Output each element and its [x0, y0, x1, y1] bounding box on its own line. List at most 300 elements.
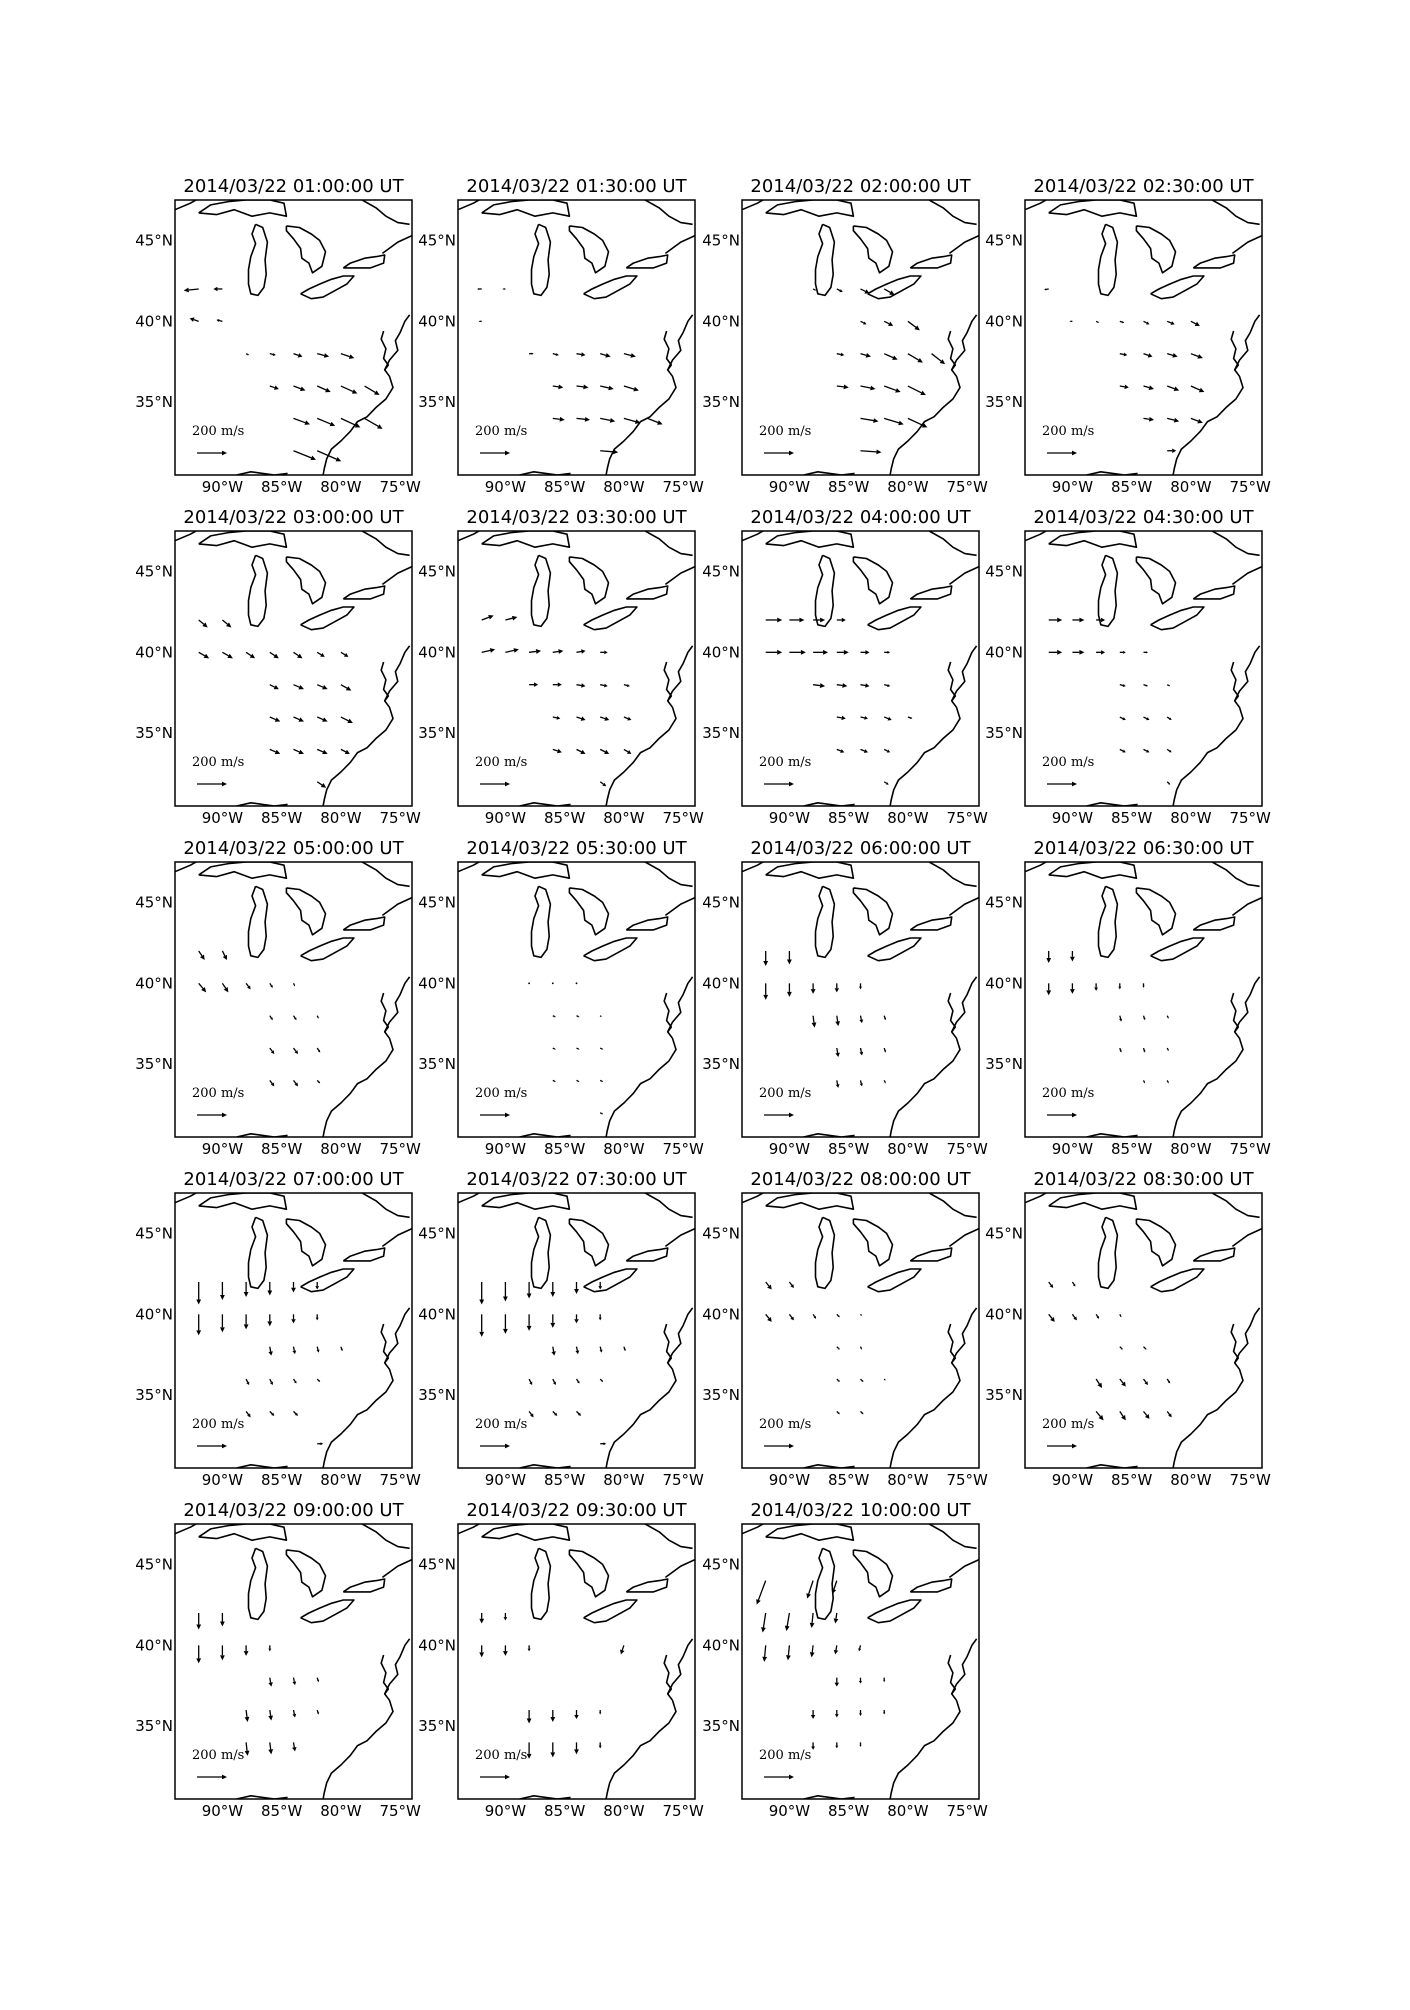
x-tick-label: 85°W: [1110, 478, 1153, 496]
y-tick-label: 40°N: [418, 1636, 456, 1655]
map-panel: [702, 507, 988, 827]
canada-coast-outline: [742, 195, 772, 210]
x-tick-label: 90°W: [1051, 809, 1094, 827]
x-tick-label: 85°W: [1110, 1471, 1153, 1489]
y-tick-label: 45°N: [702, 1555, 740, 1574]
wind-vector: [620, 1645, 625, 1654]
panel-title: 2014/03/22 03:00:00 UT: [183, 507, 404, 528]
y-tick-label: 45°N: [418, 1224, 456, 1243]
x-tick-label: 80°W: [887, 809, 929, 827]
wind-vector: [1120, 651, 1126, 654]
wind-vector: [600, 1442, 606, 1445]
wind-vector: [576, 982, 578, 984]
wind-vector: [245, 1742, 250, 1756]
wind-vector: [294, 386, 306, 391]
y-tick-label: 35°N: [135, 1717, 173, 1736]
wind-vector: [1120, 1379, 1126, 1387]
lake-erie-outline: [1151, 276, 1204, 299]
lake-superior-outline: [199, 1524, 287, 1540]
wind-vector: [861, 1314, 863, 1316]
wind-vector: [600, 684, 608, 688]
wind-vector: [837, 618, 846, 623]
wind-vector: [317, 1379, 320, 1382]
wind-vector: [624, 717, 632, 721]
wind-vector: [196, 1314, 201, 1335]
reference-vector-head: [1072, 1444, 1077, 1449]
reference-vector-head: [505, 1775, 510, 1780]
wind-vector: [292, 1347, 296, 1355]
lake-michigan-outline: [816, 886, 835, 957]
wind-vector: [270, 1411, 275, 1416]
reference-vector-head: [222, 451, 227, 456]
y-tick-label: 40°N: [702, 1305, 740, 1324]
wind-vector: [1120, 684, 1126, 687]
wind-vector: [317, 749, 328, 754]
x-tick-label: 85°W: [827, 1802, 870, 1820]
x-tick-label: 75°W: [662, 1471, 704, 1489]
wind-vector: [811, 1710, 816, 1719]
wind-vector: [1167, 321, 1175, 325]
wind-vector: [220, 1314, 225, 1332]
lake-huron-outline: [286, 888, 325, 935]
wind-vector: [529, 353, 534, 355]
wind-vector: [763, 983, 768, 1000]
lake-huron-outline: [853, 1550, 892, 1597]
panel-title: 2014/03/22 04:30:00 UT: [1033, 507, 1254, 528]
wind-vector: [294, 983, 296, 986]
lake-erie-outline: [301, 1600, 354, 1623]
lake-michigan-outline: [816, 1217, 835, 1288]
wind-vector: [246, 354, 249, 356]
wind-vector: [196, 1613, 201, 1630]
lake-huron-outline: [569, 226, 608, 273]
reference-vector-key: [475, 1748, 527, 1779]
st-lawrence-coast-outline: [1232, 1229, 1262, 1247]
quebec-coast-outline: [362, 200, 409, 224]
wind-vector: [600, 1347, 603, 1353]
wind-vector: [598, 1282, 602, 1290]
chesapeake-bay-outline: [948, 993, 955, 1032]
wind-vector: [270, 1080, 275, 1086]
wind-vector: [811, 983, 816, 994]
wind-vector: [837, 289, 843, 292]
wind-vector: [294, 353, 303, 358]
panels-group: [135, 176, 1271, 1820]
wind-vector: [861, 683, 870, 688]
wind-vector: [503, 1282, 508, 1302]
st-lawrence-coast-outline: [665, 1229, 695, 1247]
wind-vector: [270, 685, 279, 690]
x-tick-label: 90°W: [201, 809, 244, 827]
reference-vector-label: 200 m/s: [475, 424, 528, 439]
y-tick-label: 35°N: [702, 1717, 740, 1736]
y-tick-label: 45°N: [135, 1555, 173, 1574]
x-tick-label: 75°W: [379, 809, 421, 827]
x-tick-label: 75°W: [379, 1802, 421, 1820]
reference-vector-label: 200 m/s: [192, 755, 245, 770]
lake-michigan-outline: [816, 1548, 835, 1619]
y-tick-label: 45°N: [135, 562, 173, 581]
wind-vector: [479, 1282, 484, 1305]
lake-superior-outline: [1049, 862, 1137, 878]
wind-vector: [270, 717, 281, 722]
wind-vector: [505, 648, 519, 653]
wind-vector: [1049, 1314, 1055, 1322]
reference-vector-key: [192, 1748, 244, 1779]
panel-title: 2014/03/22 09:00:00 UT: [183, 1500, 404, 1521]
quebec-coast-outline: [929, 862, 976, 886]
canada-coast-outline: [458, 195, 488, 210]
chesapeake-bay-outline: [664, 662, 671, 701]
x-tick-label: 85°W: [543, 1140, 586, 1158]
wind-vector: [1191, 386, 1205, 392]
wind-vector: [859, 1678, 862, 1684]
wind-vector: [574, 1282, 579, 1294]
lake-erie-outline: [301, 276, 354, 299]
y-tick-label: 45°N: [702, 231, 740, 250]
lake-erie-outline: [584, 276, 637, 299]
wind-vector: [317, 782, 326, 788]
atlantic-coast-outline: [1173, 1308, 1260, 1468]
wind-vector: [789, 650, 806, 655]
lake-erie-outline: [584, 1600, 637, 1623]
wind-vector: [1120, 749, 1126, 752]
wind-vector: [861, 716, 869, 720]
y-tick-label: 40°N: [702, 643, 740, 662]
y-tick-label: 35°N: [702, 724, 740, 743]
lake-ontario-outline: [1193, 255, 1234, 268]
wind-vector: [341, 685, 352, 691]
wind-vector: [246, 983, 251, 989]
x-tick-label: 75°W: [379, 478, 421, 496]
lake-superior-outline: [482, 531, 570, 547]
chesapeake-bay-outline: [664, 993, 671, 1032]
wind-vector: [1118, 983, 1121, 989]
atlantic-coast-outline: [606, 315, 693, 475]
wind-vector: [600, 1048, 603, 1050]
map-panel: [418, 1169, 704, 1489]
atlantic-coast-outline: [890, 315, 977, 475]
wind-vector: [504, 1613, 508, 1621]
reference-vector-label: 200 m/s: [192, 1417, 245, 1432]
wind-vector: [550, 1314, 555, 1328]
x-tick-label: 85°W: [543, 478, 586, 496]
st-lawrence-coast-outline: [382, 1229, 412, 1247]
x-tick-label: 75°W: [379, 1140, 421, 1158]
lake-michigan-outline: [532, 886, 551, 957]
wind-vector: [575, 1347, 579, 1355]
wind-vector: [220, 1282, 225, 1300]
wind-vector: [908, 354, 923, 363]
reference-vector-key: [192, 1417, 244, 1448]
wind-vector: [600, 1080, 603, 1082]
lake-superior-outline: [1049, 1193, 1137, 1209]
wind-vector: [479, 1314, 484, 1337]
lake-huron-outline: [853, 1219, 892, 1266]
wind-vector: [1072, 1314, 1077, 1320]
wind-vector: [291, 1282, 296, 1293]
x-tick-label: 80°W: [1170, 1140, 1212, 1158]
reference-vector-label: 200 m/s: [1042, 755, 1095, 770]
wind-vector: [220, 1613, 225, 1627]
wind-vector: [837, 650, 849, 655]
lake-huron-outline: [569, 1550, 608, 1597]
wind-vector: [527, 1282, 532, 1299]
reference-vector-key: [1042, 1417, 1094, 1448]
wind-vector: [756, 1581, 765, 1605]
reference-vector-head: [789, 782, 794, 787]
wind-vector: [577, 385, 589, 390]
wind-vector: [812, 1016, 817, 1028]
wind-vector: [835, 1016, 840, 1027]
chesapeake-bay-outline: [381, 1324, 388, 1363]
wind-vector: [553, 749, 562, 754]
wind-vector: [529, 649, 541, 654]
x-tick-label: 90°W: [201, 1471, 244, 1489]
y-tick-label: 40°N: [985, 312, 1023, 331]
x-tick-label: 85°W: [260, 478, 303, 496]
wind-vector: [1191, 321, 1200, 326]
wind-vector: [861, 749, 869, 753]
wind-vector: [577, 1016, 580, 1018]
wind-vector: [624, 749, 632, 754]
wind-vector: [528, 982, 530, 984]
canada-coast-outline: [1025, 526, 1055, 541]
x-tick-label: 90°W: [1051, 478, 1094, 496]
panel-title: 2014/03/22 01:30:00 UT: [466, 176, 687, 197]
wind-vector: [813, 1314, 816, 1319]
wind-vector: [317, 386, 331, 392]
lake-superior-outline: [1049, 531, 1137, 547]
reference-vector-key: [759, 755, 811, 786]
wind-vector: [553, 1048, 556, 1050]
wind-vector: [1070, 951, 1075, 962]
x-tick-label: 80°W: [603, 478, 645, 496]
reference-vector-label: 200 m/s: [759, 1086, 812, 1101]
wind-vector: [884, 684, 890, 687]
wind-vector: [1144, 385, 1155, 390]
wind-vector: [837, 1411, 840, 1414]
wind-vector: [291, 1314, 296, 1323]
wind-vector: [317, 652, 325, 657]
lake-erie-outline: [1151, 938, 1204, 961]
wind-vector: [600, 449, 618, 454]
wind-vector: [1120, 1347, 1123, 1350]
wind-vector: [834, 1645, 839, 1654]
lake-erie-outline: [301, 607, 354, 630]
wind-vector: [1049, 1282, 1054, 1288]
lake-michigan-outline: [249, 1217, 268, 1288]
wind-vector: [787, 951, 792, 965]
y-tick-label: 45°N: [418, 893, 456, 912]
chesapeake-bay-outline: [948, 662, 955, 701]
wind-vector: [294, 1379, 297, 1384]
wind-vector: [835, 983, 840, 992]
wind-vector: [294, 418, 311, 425]
x-tick-label: 90°W: [484, 478, 527, 496]
quebec-coast-outline: [1212, 531, 1259, 555]
reference-vector-head: [222, 1113, 227, 1118]
wind-vector: [1191, 354, 1203, 359]
atlantic-coast-outline: [1173, 977, 1260, 1137]
lake-huron-outline: [286, 226, 325, 273]
reference-vector-key: [475, 1417, 527, 1448]
x-tick-label: 80°W: [603, 1140, 645, 1158]
lake-superior-outline: [766, 862, 854, 878]
lake-ontario-outline: [1193, 917, 1234, 930]
wind-vector: [1144, 321, 1150, 324]
wind-vector: [1120, 353, 1128, 357]
wind-vector: [553, 1016, 556, 1018]
x-tick-label: 80°W: [320, 1471, 362, 1489]
panel-title: 2014/03/22 07:30:00 UT: [466, 1169, 687, 1190]
y-tick-label: 40°N: [985, 974, 1023, 993]
x-tick-label: 90°W: [1051, 1471, 1094, 1489]
wind-vector: [932, 354, 946, 365]
y-tick-label: 35°N: [418, 1386, 456, 1405]
reference-vector-head: [789, 1775, 794, 1780]
atlantic-coast-outline: [606, 646, 693, 806]
wind-vector: [789, 1282, 794, 1288]
wind-vector: [861, 1347, 863, 1350]
wind-vector: [1072, 1282, 1075, 1287]
lake-superior-outline: [482, 1193, 570, 1209]
wind-vector: [600, 650, 608, 654]
wind-vector: [270, 353, 276, 356]
atlantic-coast-outline: [323, 1639, 410, 1799]
wind-vector: [813, 618, 825, 623]
reference-vector-label: 200 m/s: [759, 755, 812, 770]
x-tick-label: 90°W: [1051, 1140, 1094, 1158]
canada-coast-outline: [742, 1519, 772, 1534]
wind-vector: [1096, 650, 1105, 655]
reference-vector-head: [789, 1444, 794, 1449]
wind-vector: [529, 1379, 532, 1385]
lake-erie-outline: [1151, 607, 1204, 630]
wind-vector: [341, 1347, 343, 1352]
reference-vector-label: 200 m/s: [759, 424, 812, 439]
wind-vector: [766, 1282, 772, 1290]
lake-superior-outline: [766, 200, 854, 216]
wind-vector: [270, 1379, 273, 1385]
wind-vector: [1167, 717, 1172, 720]
wind-vector: [1167, 1411, 1172, 1417]
wind-vector: [1072, 618, 1084, 623]
map-panel: [135, 1500, 421, 1820]
quebec-coast-outline: [1212, 862, 1259, 886]
reference-vector-label: 200 m/s: [759, 1748, 812, 1763]
reference-vector-label: 200 m/s: [475, 1748, 528, 1763]
wind-vector: [292, 1710, 296, 1718]
wind-vector: [761, 1613, 766, 1633]
canada-coast-outline: [1025, 195, 1055, 210]
wind-vector: [294, 749, 305, 754]
wind-vector: [553, 682, 562, 687]
y-tick-label: 40°N: [135, 643, 173, 662]
wind-vector: [294, 1411, 299, 1416]
map-panel: [418, 1500, 704, 1820]
y-tick-label: 45°N: [702, 1224, 740, 1243]
wind-vector: [1167, 1048, 1169, 1051]
wind-vector: [624, 684, 630, 687]
wind-vector: [479, 1613, 484, 1624]
wind-vector: [553, 649, 564, 654]
wind-vector: [502, 288, 505, 290]
canada-coast-outline: [175, 857, 205, 872]
wind-vector: [1167, 448, 1176, 453]
atlantic-coast-outline: [323, 315, 410, 475]
wind-vector: [1120, 1411, 1126, 1420]
lake-ontario-outline: [626, 255, 667, 268]
lake-ontario-outline: [910, 255, 951, 268]
y-tick-label: 45°N: [418, 231, 456, 250]
x-tick-label: 90°W: [484, 1802, 527, 1820]
lake-michigan-outline: [816, 224, 835, 295]
quebec-coast-outline: [645, 1193, 692, 1217]
st-lawrence-coast-outline: [1232, 236, 1262, 254]
lake-ontario-outline: [626, 586, 667, 599]
reference-vector-key: [1042, 755, 1094, 786]
wind-vector: [861, 449, 882, 454]
reference-vector-key: [192, 424, 244, 455]
lake-superior-outline: [766, 1193, 854, 1209]
map-panel: [702, 838, 988, 1158]
wind-vector: [317, 1710, 319, 1715]
chesapeake-bay-outline: [948, 331, 955, 370]
wind-vector: [577, 749, 586, 754]
quebec-coast-outline: [645, 200, 692, 224]
chesapeake-bay-outline: [381, 662, 388, 701]
wind-vector: [577, 352, 586, 357]
wind-vector: [1120, 321, 1125, 323]
canada-coast-outline: [175, 1188, 205, 1203]
wind-vector: [552, 982, 554, 984]
y-tick-label: 40°N: [135, 312, 173, 331]
lake-huron-outline: [286, 557, 325, 604]
wind-vector: [787, 983, 792, 997]
wind-vector: [1069, 321, 1072, 323]
wind-vector: [836, 1080, 840, 1088]
wind-vector: [837, 1347, 840, 1350]
y-tick-label: 45°N: [418, 562, 456, 581]
y-tick-label: 35°N: [702, 393, 740, 412]
wind-vector: [837, 385, 849, 390]
wind-vector: [859, 983, 862, 989]
st-lawrence-coast-outline: [949, 236, 979, 254]
wind-vector: [884, 749, 890, 752]
x-tick-label: 85°W: [827, 1140, 870, 1158]
wind-vector: [908, 321, 920, 330]
quebec-coast-outline: [645, 531, 692, 555]
wind-vector: [577, 649, 586, 654]
wind-vector: [267, 1282, 272, 1296]
wind-vector: [577, 417, 591, 422]
lake-ontario-outline: [343, 917, 384, 930]
lake-ontario-outline: [343, 1248, 384, 1261]
wind-vector: [268, 1742, 273, 1754]
wind-vector: [292, 1678, 296, 1686]
wind-vector: [600, 418, 615, 423]
wind-vector: [315, 1282, 319, 1290]
lake-huron-outline: [1136, 1219, 1175, 1266]
y-tick-label: 40°N: [985, 1305, 1023, 1324]
y-tick-label: 45°N: [135, 893, 173, 912]
lake-michigan-outline: [532, 224, 551, 295]
wind-vector: [270, 1048, 275, 1054]
x-tick-label: 90°W: [201, 1140, 244, 1158]
wind-vector: [505, 616, 517, 621]
y-tick-label: 45°N: [418, 1555, 456, 1574]
